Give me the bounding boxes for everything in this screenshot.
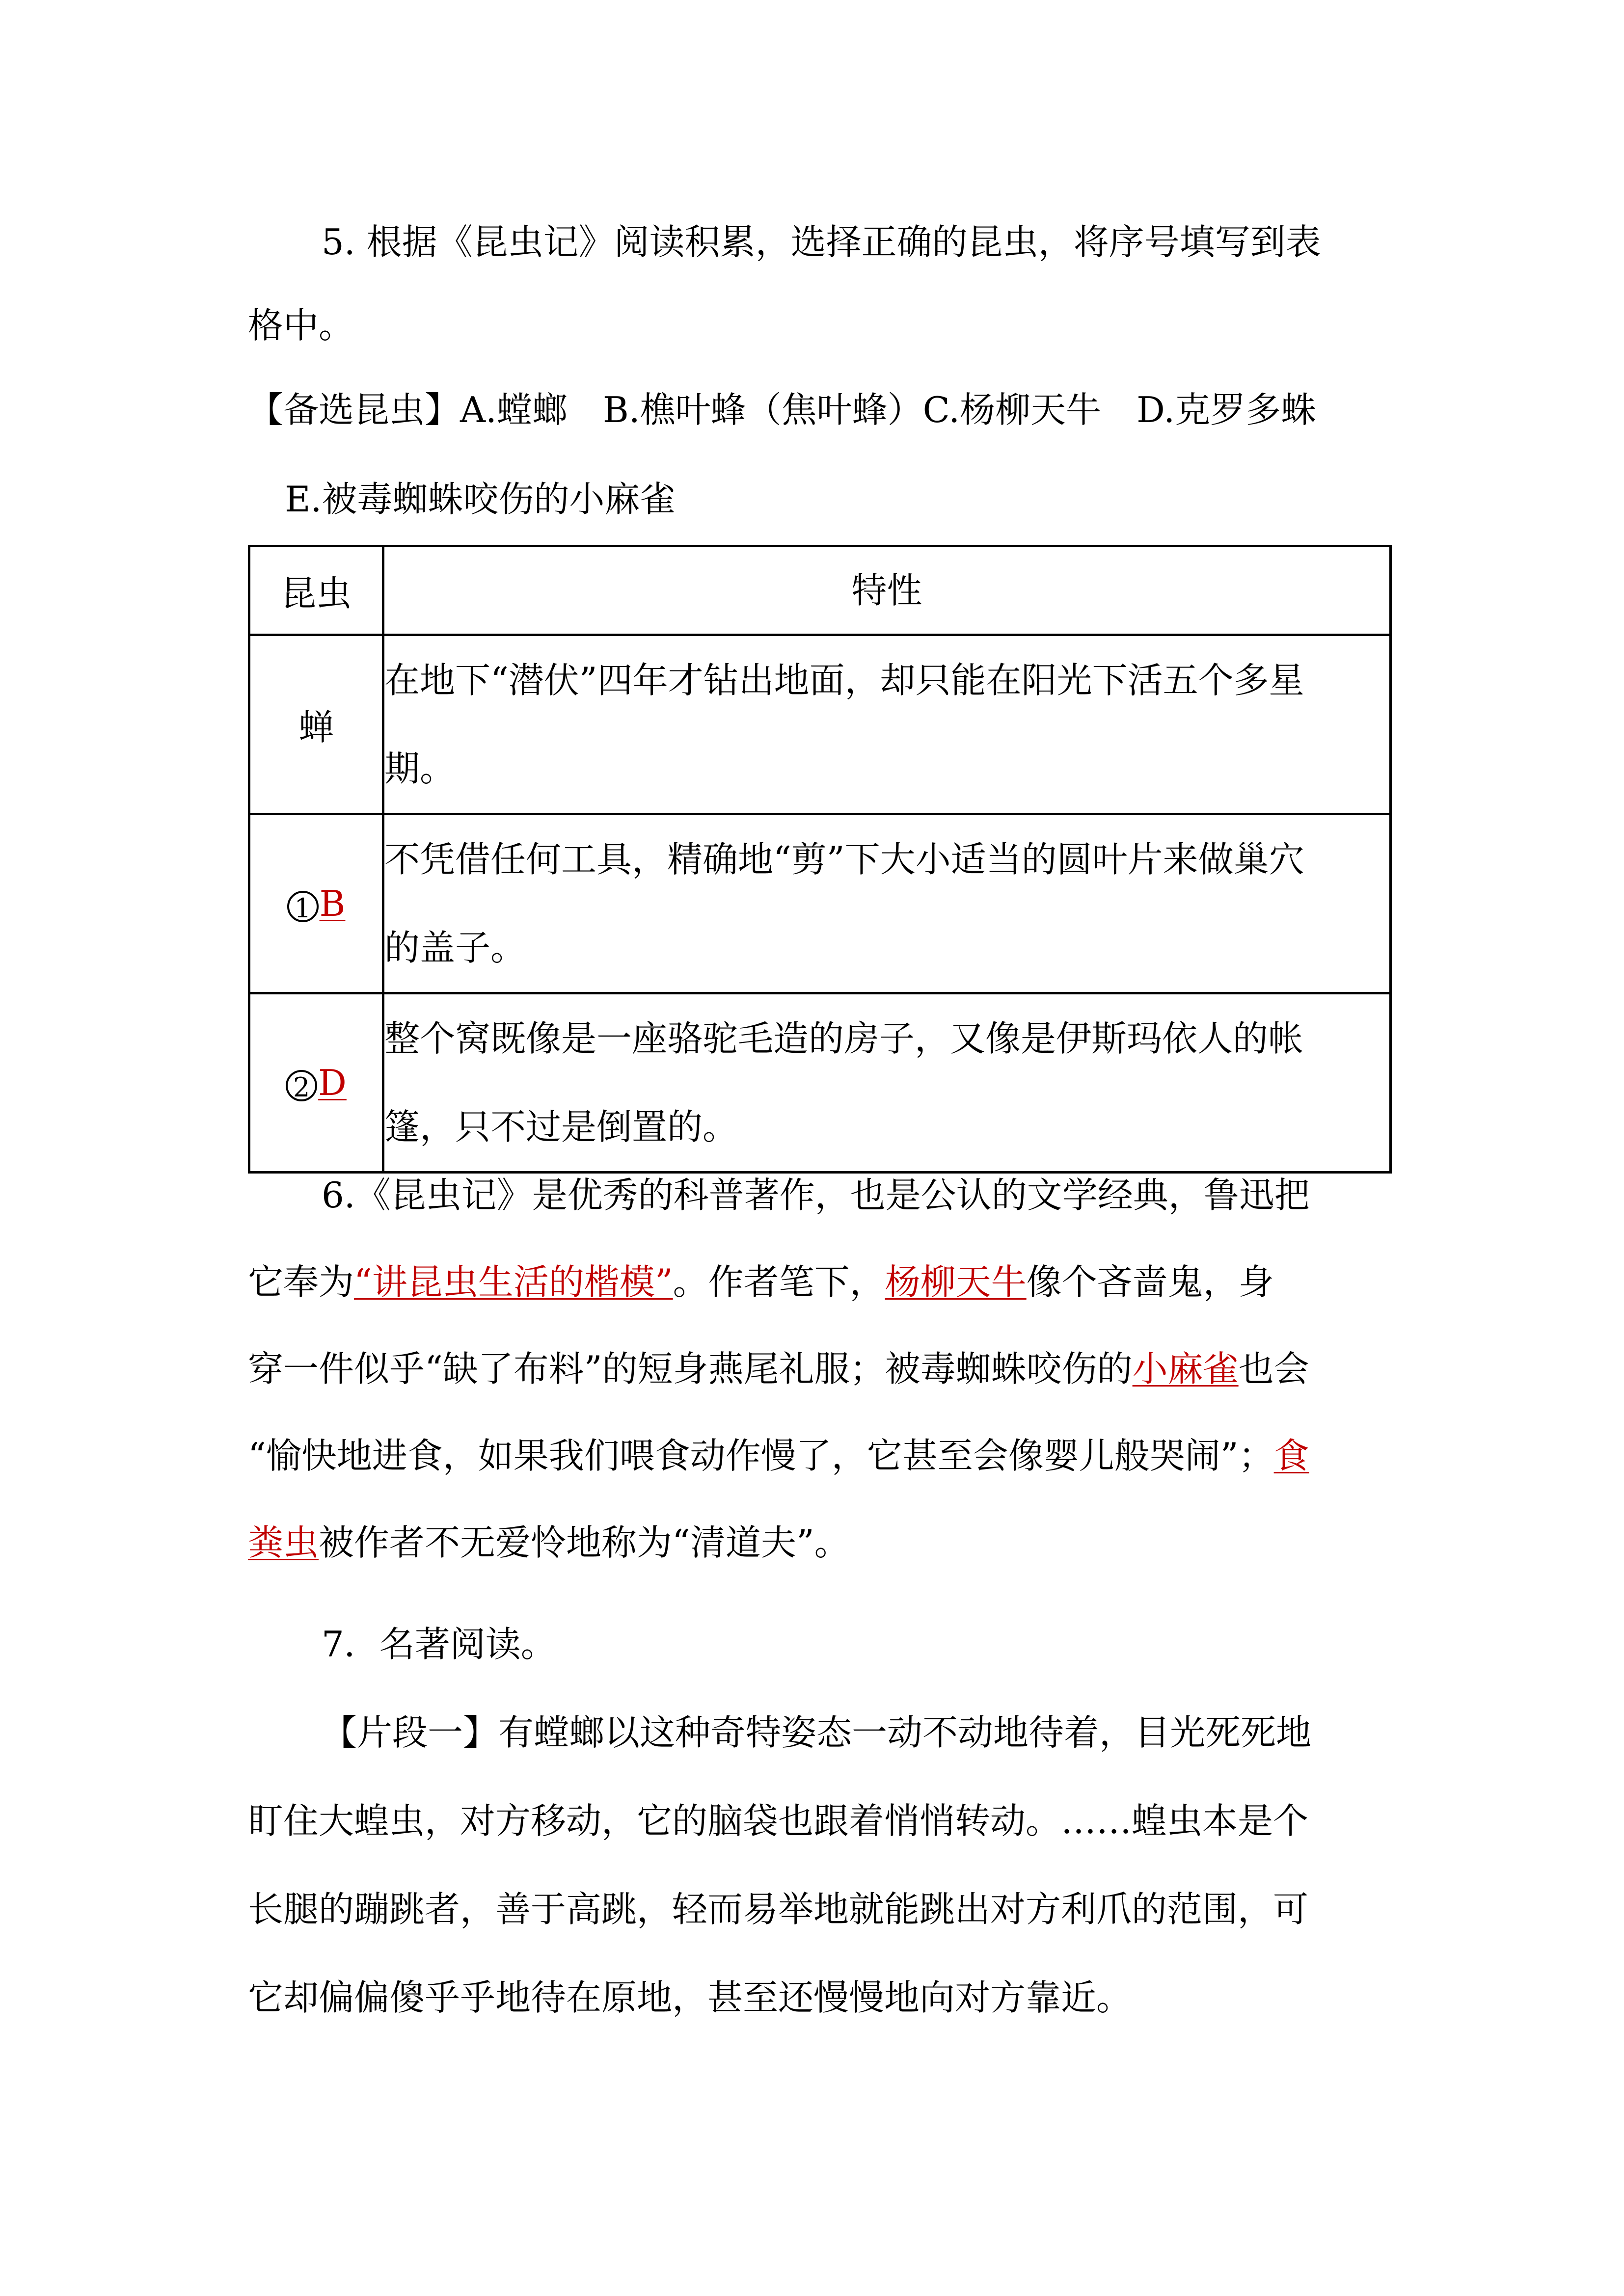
q6-text: 也会 (1238, 1348, 1309, 1389)
header-insect: 昆虫 (249, 546, 383, 635)
q5-line2: 格中。 (248, 305, 354, 346)
q5-line1: 5. 根据《昆虫记》阅读积累，选择正确的昆虫，将序号填写到表 (322, 221, 1321, 263)
q6-line5 (248, 1518, 850, 1567)
row3-trait-line1: 整个窝既像是一座骆驼毛造的房子，又像是伊斯玛依人的帐 (384, 1018, 1304, 1059)
q7-paragraph-line2: 盯住大蝗虫，对方移动，它的脑袋也跟着悄悄转动。……蝗虫本是个 (248, 1800, 1309, 1842)
q6-text: 被作者不无爱怜地称为“清道夫”。 (319, 1522, 850, 1563)
row2-trait-line2: 的盖子。 (384, 927, 526, 968)
q6-answer-3: 小麻雀 (1132, 1348, 1239, 1389)
q7-title: 7．名著阅读。 (322, 1624, 556, 1665)
table-row (249, 993, 1391, 1173)
row2-insect (249, 814, 383, 993)
q6-text: 。作者笔下， (673, 1261, 885, 1303)
circled-number-2: 2 (286, 1070, 317, 1101)
q6-text: “愉快地进食，如果我们喂食动作慢了，它甚至会像婴儿般哭闹”； (248, 1435, 1274, 1476)
q6-text: 穿一件似乎“缺了布料”的短身燕尾礼服；被毒蜘蛛咬伤的 (248, 1348, 1133, 1389)
q7-paragraph-line1: 【片段一】有螳螂以这种奇特姿态一动不动地待着，目光死死地 (322, 1712, 1312, 1753)
table-row (249, 635, 1391, 814)
row3-trait (383, 993, 1391, 1173)
row1-trait (383, 635, 1391, 814)
row1-trait-line2: 期。 (384, 748, 456, 789)
q6-answer-2: 杨柳天牛 (885, 1261, 1027, 1303)
q7-paragraph-line4: 它却偏偏傻乎乎地待在原地，甚至还慢慢地向对方靠近。 (248, 1977, 1132, 2018)
row3-trait-line2: 篷，只不过是倒置的。 (384, 1106, 738, 1148)
row1-insect: 蝉 (249, 635, 383, 814)
q6-text: 它奉为 (248, 1261, 354, 1303)
row3-answer: D (318, 1062, 347, 1103)
q6-answer-4b: 粪虫 (248, 1522, 319, 1563)
q6-line3 (248, 1344, 1309, 1393)
circled-number-1: 1 (287, 891, 319, 922)
q6-answer-4a: 食 (1273, 1435, 1309, 1476)
q5-options-line2: E.被毒蜘蛛咬伤的小麻雀 (285, 479, 676, 520)
row2-answer: B (319, 883, 346, 924)
row2-trait-line1: 不凭借任何工具，精确地“剪”下大小适当的圆叶片来做巢穴 (384, 839, 1304, 880)
q6-text: 像个吝啬鬼，身 (1026, 1261, 1274, 1303)
q6-line1: 6.《昆虫记》是优秀的科普著作，也是公认的文学经典，鲁迅把 (322, 1175, 1310, 1216)
row1-trait-line1: 在地下“潜伏”四年才钻出地面，却只能在阳光下活五个多星 (384, 660, 1304, 701)
q5-options-line1: 【备选昆虫】A.螳螂 B.樵叶蜂（焦叶蜂）C.杨柳天牛 D.克罗多蛛 (248, 389, 1317, 430)
q6-line4 (248, 1431, 1309, 1480)
table-header-row (249, 546, 1391, 635)
insect-table (248, 545, 1392, 1174)
q6-line2 (248, 1257, 1274, 1307)
q6-answer-1: “讲昆虫生活的楷模” (354, 1261, 673, 1303)
row2-trait (383, 814, 1391, 993)
table-row (249, 814, 1391, 993)
q7-paragraph-line3: 长腿的蹦跳者，善于高跳，轻而易举地就能跳出对方利爪的范围，可 (248, 1889, 1309, 1930)
row3-insect (249, 993, 383, 1173)
header-trait: 特性 (383, 546, 1391, 635)
